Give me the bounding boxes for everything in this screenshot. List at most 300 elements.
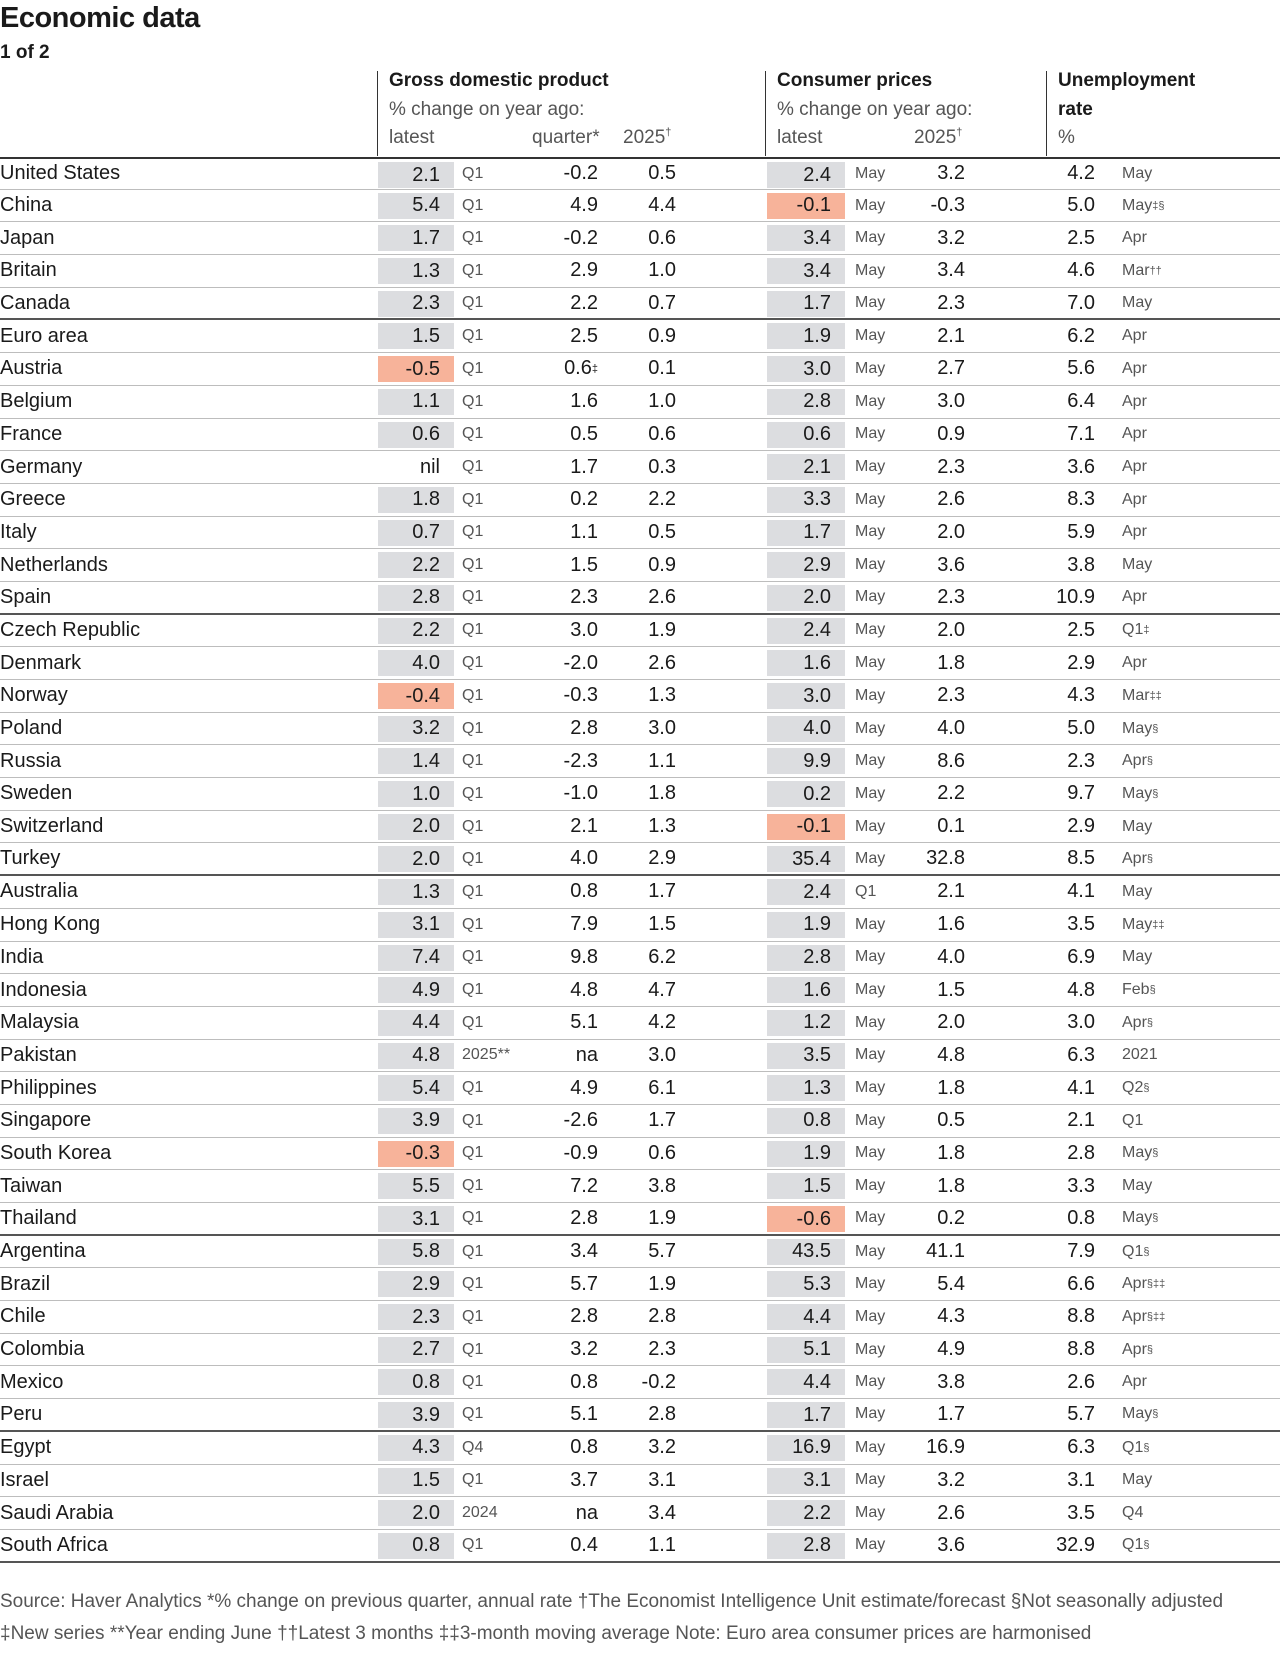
gdp-2025-value: 0.9 bbox=[648, 324, 676, 347]
gdp-period: Q1 bbox=[462, 817, 484, 835]
page-title: Economic data bbox=[0, 2, 200, 34]
table-row bbox=[0, 353, 1280, 386]
unemployment-value: 6.4 bbox=[1067, 390, 1095, 413]
unemployment-period: Apr § bbox=[1122, 1013, 1154, 1031]
gdp-latest-value: 0.7 bbox=[378, 520, 454, 546]
gdp-period: Q1 bbox=[462, 882, 484, 900]
cpi-2025-value: 5.4 bbox=[937, 1272, 965, 1295]
gdp-period: Q1 bbox=[462, 915, 484, 933]
cpi-period: May bbox=[855, 1177, 886, 1195]
gdp-2025-value: 0.5 bbox=[648, 520, 676, 543]
cpi-period: May bbox=[855, 1504, 886, 1522]
gdp-period: Q1 bbox=[462, 490, 484, 508]
country-name: Czech Republic bbox=[0, 618, 141, 641]
cpi-latest-value: 3.3 bbox=[767, 487, 845, 513]
cpi-2025-value: 0.1 bbox=[937, 815, 965, 838]
cpi-period: May bbox=[855, 523, 886, 541]
unemployment-value: 3.6 bbox=[1067, 455, 1095, 478]
gdp-latest-value: 7.4 bbox=[378, 945, 454, 971]
cpi-2025-value: 2.6 bbox=[937, 1501, 965, 1524]
unemployment-period: May § bbox=[1122, 1209, 1159, 1227]
gdp-period: Q1 bbox=[462, 327, 484, 345]
gdp-latest-value: 3.9 bbox=[378, 1402, 454, 1428]
gdp-2025-value: 1.3 bbox=[648, 684, 676, 707]
cpi-2025-value: 3.2 bbox=[937, 226, 965, 249]
cpi-latest-value: 16.9 bbox=[767, 1435, 845, 1461]
unemployment-value: 2.9 bbox=[1067, 651, 1095, 674]
gdp-2025-value: 0.9 bbox=[648, 553, 676, 576]
cpi-latest-value: 5.1 bbox=[767, 1337, 845, 1363]
table-row bbox=[0, 1007, 1280, 1040]
gdp-quarter-value: 9.8 bbox=[570, 945, 598, 968]
cpi-latest-value: 43.5 bbox=[767, 1239, 845, 1265]
gdp-2025-value: 2.8 bbox=[648, 1402, 676, 1425]
unemployment-value: 2.8 bbox=[1067, 1141, 1095, 1164]
cpi-period: May bbox=[855, 1536, 886, 1554]
cpi-period: May bbox=[855, 1046, 886, 1064]
gdp-2025-value: 0.6 bbox=[648, 1141, 676, 1164]
table-row bbox=[0, 255, 1280, 288]
unemployment-value: 2.5 bbox=[1067, 618, 1095, 641]
table-row bbox=[0, 1268, 1280, 1301]
gdp-2025-value: 1.9 bbox=[648, 618, 676, 641]
unemployment-value: 6.6 bbox=[1067, 1272, 1095, 1295]
gdp-2025-value: 0.3 bbox=[648, 455, 676, 478]
cpi-period: May bbox=[855, 490, 886, 508]
unemployment-value: 3.5 bbox=[1067, 913, 1095, 936]
gdp-2025-value: 1.7 bbox=[648, 1109, 676, 1132]
gdp-latest-value: 4.9 bbox=[378, 977, 454, 1003]
country-name: South Korea bbox=[0, 1141, 112, 1164]
gdp-period: Q1 bbox=[462, 164, 484, 182]
gdp-latest-value: 1.1 bbox=[378, 389, 454, 415]
gdp-latest-value: -0.5 bbox=[378, 356, 454, 382]
gdp-2025-value: 1.3 bbox=[648, 815, 676, 838]
cpi-period: May bbox=[855, 458, 886, 476]
table-row bbox=[0, 647, 1280, 680]
unemployment-period: May bbox=[1122, 1177, 1153, 1195]
footnote-line1: Source: Haver Analytics *% change on previous quarter, annual rate †The Economist Intelligence Unit estimate/forecast §Not seasonally adjusted bbox=[0, 1591, 1224, 1612]
gdp-2025-value: 3.4 bbox=[648, 1501, 676, 1524]
table-row bbox=[0, 419, 1280, 452]
unemployment-period: May bbox=[1122, 1471, 1153, 1489]
gdp-quarter-value: 2.8 bbox=[570, 1206, 598, 1229]
table-row bbox=[0, 1072, 1280, 1105]
country-name: Britain bbox=[0, 259, 57, 282]
table-row bbox=[0, 1138, 1280, 1171]
cpi-period: May bbox=[855, 1242, 886, 1260]
gdp-quarter-value: 4.9 bbox=[570, 194, 598, 217]
cpi-2025-value: 4.8 bbox=[937, 1043, 965, 1066]
unemployment-period: Q2 § bbox=[1122, 1079, 1150, 1097]
cpi-latest-value: 35.4 bbox=[767, 846, 845, 872]
country-name: Euro area bbox=[0, 324, 88, 347]
cpi-period: May bbox=[855, 1079, 886, 1097]
country-name: Italy bbox=[0, 520, 37, 543]
country-name: United States bbox=[0, 162, 121, 185]
gdp-quarter-value: 4.0 bbox=[570, 847, 598, 870]
cpi-2025-value: 0.2 bbox=[937, 1206, 965, 1229]
cpi-2025-value: 2.0 bbox=[937, 520, 965, 543]
cpi-latest-value: 2.4 bbox=[767, 618, 845, 644]
gdp-2025-value: 1.0 bbox=[648, 259, 676, 282]
gdp-quarter-value: 7.2 bbox=[570, 1174, 598, 1197]
country-name: Colombia bbox=[0, 1338, 85, 1361]
unemployment-value: 2.3 bbox=[1067, 749, 1095, 772]
gdp-period: 2025** bbox=[462, 1046, 511, 1064]
country-name: Germany bbox=[0, 455, 83, 478]
cpi-latest-value: 1.9 bbox=[767, 1141, 845, 1167]
gdp-2025-value: 0.6 bbox=[648, 422, 676, 445]
gdp-quarter-value: 5.7 bbox=[570, 1272, 598, 1295]
cpi-period: May bbox=[855, 1144, 886, 1162]
gdp-period: Q1 bbox=[462, 1209, 484, 1227]
table-row bbox=[0, 222, 1280, 255]
gdp-col-latest: latest bbox=[389, 127, 435, 148]
gdp-period: Q1 bbox=[462, 719, 484, 737]
gdp-2025-value: 3.1 bbox=[648, 1468, 676, 1491]
cpi-latest-value: 0.2 bbox=[767, 781, 845, 807]
gdp-latest-value: 4.8 bbox=[378, 1043, 454, 1069]
country-name: Philippines bbox=[0, 1076, 97, 1099]
table-row bbox=[0, 615, 1280, 648]
unemployment-value: 5.7 bbox=[1067, 1402, 1095, 1425]
gdp-period: Q1 bbox=[462, 981, 484, 999]
country-name: Sweden bbox=[0, 782, 73, 805]
cpi-period: May bbox=[855, 948, 886, 966]
unemployment-period: Apr bbox=[1122, 327, 1147, 345]
cpi-2025-value: 0.5 bbox=[937, 1109, 965, 1132]
cpi-latest-value: 9.9 bbox=[767, 748, 845, 774]
gdp-period: Q1 bbox=[462, 784, 484, 802]
gdp-latest-value: 2.0 bbox=[378, 846, 454, 872]
country-name: Argentina bbox=[0, 1240, 86, 1263]
cpi-latest-value: 4.4 bbox=[767, 1304, 845, 1330]
cpi-2025-value: 3.8 bbox=[937, 1370, 965, 1393]
cpi-period: May bbox=[855, 1471, 886, 1489]
table-row bbox=[0, 1399, 1280, 1432]
gdp-latest-value: 5.8 bbox=[378, 1239, 454, 1265]
country-name: Canada bbox=[0, 291, 71, 314]
gdp-2025-value: 3.0 bbox=[648, 717, 676, 740]
gdp-2025-value: 4.2 bbox=[648, 1011, 676, 1034]
gdp-header-title: Gross domestic product bbox=[389, 70, 609, 91]
gdp-period: Q1 bbox=[462, 1405, 484, 1423]
cpi-2025-value: 2.0 bbox=[937, 1011, 965, 1034]
cpi-latest-value: 3.5 bbox=[767, 1043, 845, 1069]
unemployment-value: 5.0 bbox=[1067, 717, 1095, 740]
cpi-period: May bbox=[855, 752, 886, 770]
unemployment-value: 7.0 bbox=[1067, 291, 1095, 314]
gdp-period: Q1 bbox=[462, 948, 484, 966]
table-row bbox=[0, 778, 1280, 811]
cpi-period: May bbox=[855, 556, 886, 574]
gdp-latest-value: 2.0 bbox=[378, 1500, 454, 1526]
country-name: Chile bbox=[0, 1305, 46, 1328]
unemployment-period: Apr §‡‡ bbox=[1122, 1275, 1166, 1293]
gdp-latest-value: 4.4 bbox=[378, 1010, 454, 1036]
country-name: South Africa bbox=[0, 1533, 108, 1556]
gdp-2025-value: 2.6 bbox=[648, 585, 676, 608]
cpi-2025-value: 1.8 bbox=[937, 1174, 965, 1197]
gdp-quarter-value: 0.8 bbox=[570, 1436, 598, 1459]
table-row bbox=[0, 942, 1280, 975]
table-row bbox=[0, 1040, 1280, 1073]
unemployment-period: May bbox=[1122, 294, 1153, 312]
unemployment-value: 3.5 bbox=[1067, 1501, 1095, 1524]
cpi-2025-value: 3.6 bbox=[937, 1533, 965, 1556]
table-row bbox=[0, 582, 1280, 615]
cpi-latest-value: 1.7 bbox=[767, 1402, 845, 1428]
gdp-quarter-value: 0.2 bbox=[570, 488, 598, 511]
gdp-quarter-value: 2.3 bbox=[570, 585, 598, 608]
gdp-latest-value: 5.5 bbox=[378, 1173, 454, 1199]
unemployment-period: Apr bbox=[1122, 1373, 1147, 1391]
unemployment-period: Q1 § bbox=[1122, 1242, 1150, 1260]
table-row bbox=[0, 745, 1280, 778]
gdp-quarter-value: 5.1 bbox=[570, 1011, 598, 1034]
gdp-2025-value: 2.2 bbox=[648, 488, 676, 511]
gdp-quarter-value: 1.7 bbox=[570, 455, 598, 478]
table-row bbox=[0, 909, 1280, 942]
unemployment-period: Mar †† bbox=[1122, 261, 1162, 279]
gdp-period: 2024 bbox=[462, 1504, 498, 1522]
table-row bbox=[0, 320, 1280, 353]
gdp-2025-value: 0.6 bbox=[648, 226, 676, 249]
gdp-period: Q1 bbox=[462, 752, 484, 770]
gdp-latest-value: 0.8 bbox=[378, 1369, 454, 1395]
country-name: Netherlands bbox=[0, 553, 108, 576]
table-row bbox=[0, 451, 1280, 484]
cpi-latest-value: 1.2 bbox=[767, 1010, 845, 1036]
cpi-period: Q1 bbox=[855, 882, 877, 900]
gdp-latest-value: 2.3 bbox=[378, 1304, 454, 1330]
country-name: Norway bbox=[0, 684, 68, 707]
gdp-period: Q1 bbox=[462, 1242, 484, 1260]
cpi-2025-value: 1.5 bbox=[937, 978, 965, 1001]
unemployment-value: 7.9 bbox=[1067, 1240, 1095, 1263]
gdp-period: Q1 bbox=[462, 392, 484, 410]
gdp-latest-value: 2.2 bbox=[378, 552, 454, 578]
unemployment-header-title: Unemployment bbox=[1058, 70, 1196, 91]
table-row bbox=[0, 680, 1280, 713]
cpi-period: May bbox=[855, 1438, 886, 1456]
unemployment-value: 6.2 bbox=[1067, 324, 1095, 347]
unemployment-period: May bbox=[1122, 948, 1153, 966]
gdp-period: Q1 bbox=[462, 556, 484, 574]
cpi-2025-value: 2.6 bbox=[937, 488, 965, 511]
cpi-2025-value: -0.3 bbox=[930, 194, 965, 217]
cpi-period: May bbox=[855, 294, 886, 312]
gdp-latest-value: 5.4 bbox=[378, 1075, 454, 1101]
unemployment-value: 5.0 bbox=[1067, 194, 1095, 217]
cpi-latest-value: 2.4 bbox=[767, 879, 845, 905]
gdp-latest-value: 1.4 bbox=[378, 748, 454, 774]
unemployment-value: 3.0 bbox=[1067, 1011, 1095, 1034]
unemployment-period: May § bbox=[1122, 1405, 1159, 1423]
table-row bbox=[0, 288, 1280, 321]
unemployment-period: Apr bbox=[1122, 229, 1147, 247]
country-name: Greece bbox=[0, 488, 66, 511]
gdp-period: Q1 bbox=[462, 1471, 484, 1489]
table-row bbox=[0, 1497, 1280, 1530]
cpi-period: May bbox=[855, 229, 886, 247]
unemployment-period: Feb § bbox=[1122, 981, 1156, 999]
cpi-latest-value: 1.5 bbox=[767, 1173, 845, 1199]
unemployment-period: Apr bbox=[1122, 654, 1147, 672]
table-row bbox=[0, 1366, 1280, 1399]
unemployment-value: 4.2 bbox=[1067, 162, 1095, 185]
gdp-2025-value: 1.1 bbox=[648, 1533, 676, 1556]
gdp-latest-value: -0.3 bbox=[378, 1141, 454, 1167]
gdp-period: Q1 bbox=[462, 1079, 484, 1097]
cpi-2025-value: 2.3 bbox=[937, 291, 965, 314]
cpi-latest-value: 1.9 bbox=[767, 323, 845, 349]
unemployment-value: 2.9 bbox=[1067, 815, 1095, 838]
country-name: Egypt bbox=[0, 1436, 52, 1459]
cpi-2025-value: 8.6 bbox=[937, 749, 965, 772]
unemployment-value: 4.8 bbox=[1067, 978, 1095, 1001]
cpi-period: May bbox=[855, 1013, 886, 1031]
unemployment-value: 0.8 bbox=[1067, 1206, 1095, 1229]
gdp-2025-value: 4.4 bbox=[648, 194, 676, 217]
cpi-latest-value: -0.1 bbox=[767, 193, 845, 219]
cpi-period: May bbox=[855, 849, 886, 867]
table-row bbox=[0, 517, 1280, 550]
cpi-2025-value: 1.8 bbox=[937, 1076, 965, 1099]
gdp-period: Q1 bbox=[462, 458, 484, 476]
gdp-quarter-value: 0.8 bbox=[570, 880, 598, 903]
gdp-latest-value: 0.6 bbox=[378, 422, 454, 448]
gdp-quarter-value: 2.8 bbox=[570, 1305, 598, 1328]
unemployment-value: 8.8 bbox=[1067, 1305, 1095, 1328]
country-name: Austria bbox=[0, 357, 63, 380]
unemployment-period: May bbox=[1122, 882, 1153, 900]
gdp-latest-value: 1.5 bbox=[378, 323, 454, 349]
unemployment-value: 6.9 bbox=[1067, 945, 1095, 968]
gdp-2025-value: 1.5 bbox=[648, 913, 676, 936]
gdp-2025-value: 2.8 bbox=[648, 1305, 676, 1328]
unemployment-value: 8.5 bbox=[1067, 847, 1095, 870]
gdp-period: Q1 bbox=[462, 1373, 484, 1391]
gdp-quarter-value: 0.4 bbox=[570, 1533, 598, 1556]
cpi-period: May bbox=[855, 261, 886, 279]
cpi-2025-value: 4.9 bbox=[937, 1338, 965, 1361]
unemployment-value: 10.9 bbox=[1056, 585, 1095, 608]
cpi-latest-value: 3.1 bbox=[767, 1468, 845, 1494]
gdp-header-sub: % change on year ago: bbox=[389, 99, 585, 120]
country-name: Japan bbox=[0, 226, 55, 249]
unemployment-period: Apr bbox=[1122, 523, 1147, 541]
gdp-period: Q1 bbox=[462, 1144, 484, 1162]
gdp-2025-value: 2.3 bbox=[648, 1338, 676, 1361]
unemployment-value: 3.1 bbox=[1067, 1468, 1095, 1491]
cpi-header-sub: % change on year ago: bbox=[777, 99, 973, 120]
cpi-2025-value: 1.8 bbox=[937, 651, 965, 674]
cpi-latest-value: -0.1 bbox=[767, 814, 845, 840]
unemployment-value: 4.1 bbox=[1067, 1076, 1095, 1099]
gdp-latest-value: 4.3 bbox=[378, 1435, 454, 1461]
gdp-col-2025: 2025† bbox=[623, 126, 672, 148]
country-name: Peru bbox=[0, 1402, 43, 1425]
gdp-quarter-value: -0.9 bbox=[563, 1141, 598, 1164]
unemployment-value: 6.3 bbox=[1067, 1436, 1095, 1459]
gdp-2025-value: 6.1 bbox=[648, 1076, 676, 1099]
cpi-period: May bbox=[855, 1340, 886, 1358]
cpi-header-title: Consumer prices bbox=[777, 70, 933, 91]
gdp-period: Q1 bbox=[462, 1536, 484, 1554]
gdp-header-divider bbox=[377, 71, 378, 156]
cpi-period: May bbox=[855, 981, 886, 999]
gdp-period: Q1 bbox=[462, 621, 484, 639]
cpi-latest-value: 0.8 bbox=[767, 1108, 845, 1134]
gdp-latest-value: 0.8 bbox=[378, 1533, 454, 1559]
unemployment-value: 6.3 bbox=[1067, 1043, 1095, 1066]
table-row bbox=[0, 484, 1280, 517]
cpi-latest-value: 1.7 bbox=[767, 291, 845, 317]
unemployment-period: Apr § bbox=[1122, 752, 1154, 770]
unemployment-period: Mar ‡‡ bbox=[1122, 686, 1162, 704]
table-row bbox=[0, 713, 1280, 746]
gdp-latest-value: 2.0 bbox=[378, 814, 454, 840]
cpi-latest-value: 5.3 bbox=[767, 1271, 845, 1297]
cpi-2025-value: 32.8 bbox=[926, 847, 965, 870]
cpi-period: May bbox=[855, 817, 886, 835]
gdp-latest-value: 3.1 bbox=[378, 912, 454, 938]
unemployment-period: May bbox=[1122, 556, 1153, 574]
table-row bbox=[0, 157, 1280, 190]
unemployment-value: 4.3 bbox=[1067, 684, 1095, 707]
table-row bbox=[0, 974, 1280, 1007]
gdp-period: Q1 bbox=[462, 196, 484, 214]
gdp-period: Q1 bbox=[462, 1013, 484, 1031]
unemployment-period: May bbox=[1122, 164, 1153, 182]
cpi-period: May bbox=[855, 1275, 886, 1293]
cpi-latest-value: 3.4 bbox=[767, 225, 845, 251]
gdp-latest-value: -0.4 bbox=[378, 683, 454, 709]
unemployment-period: May § bbox=[1122, 784, 1159, 802]
table-row bbox=[0, 1236, 1280, 1269]
gdp-quarter-value: 2.2 bbox=[570, 291, 598, 314]
unemployment-value: 4.6 bbox=[1067, 259, 1095, 282]
gdp-quarter-value: -0.2 bbox=[563, 226, 598, 249]
cpi-2025-value: 3.6 bbox=[937, 553, 965, 576]
cpi-latest-value: 4.4 bbox=[767, 1369, 845, 1395]
gdp-quarter-value: 4.9 bbox=[570, 1076, 598, 1099]
unemployment-period: May § bbox=[1122, 719, 1159, 737]
country-name: Belgium bbox=[0, 390, 73, 413]
cpi-latest-value: 3.4 bbox=[767, 258, 845, 284]
table-row bbox=[0, 1465, 1280, 1498]
gdp-quarter-value: -2.6 bbox=[563, 1109, 598, 1132]
country-name: Mexico bbox=[0, 1370, 64, 1393]
gdp-quarter-value: na bbox=[575, 1501, 598, 1524]
country-name: Poland bbox=[0, 717, 63, 740]
table-row bbox=[0, 549, 1280, 582]
table-row bbox=[0, 1432, 1280, 1465]
gdp-2025-value: 3.8 bbox=[648, 1174, 676, 1197]
gdp-latest-value: 2.3 bbox=[378, 291, 454, 317]
gdp-quarter-value: na bbox=[575, 1043, 598, 1066]
gdp-quarter-value: -0.2 bbox=[563, 162, 598, 185]
country-name: Saudi Arabia bbox=[0, 1501, 114, 1524]
gdp-2025-value: 3.2 bbox=[648, 1436, 676, 1459]
gdp-quarter-value: 2.8 bbox=[570, 717, 598, 740]
cpi-latest-value: 1.7 bbox=[767, 520, 845, 546]
cpi-period: May bbox=[855, 392, 886, 410]
gdp-latest-value: 3.2 bbox=[378, 716, 454, 742]
cpi-period: May bbox=[855, 719, 886, 737]
